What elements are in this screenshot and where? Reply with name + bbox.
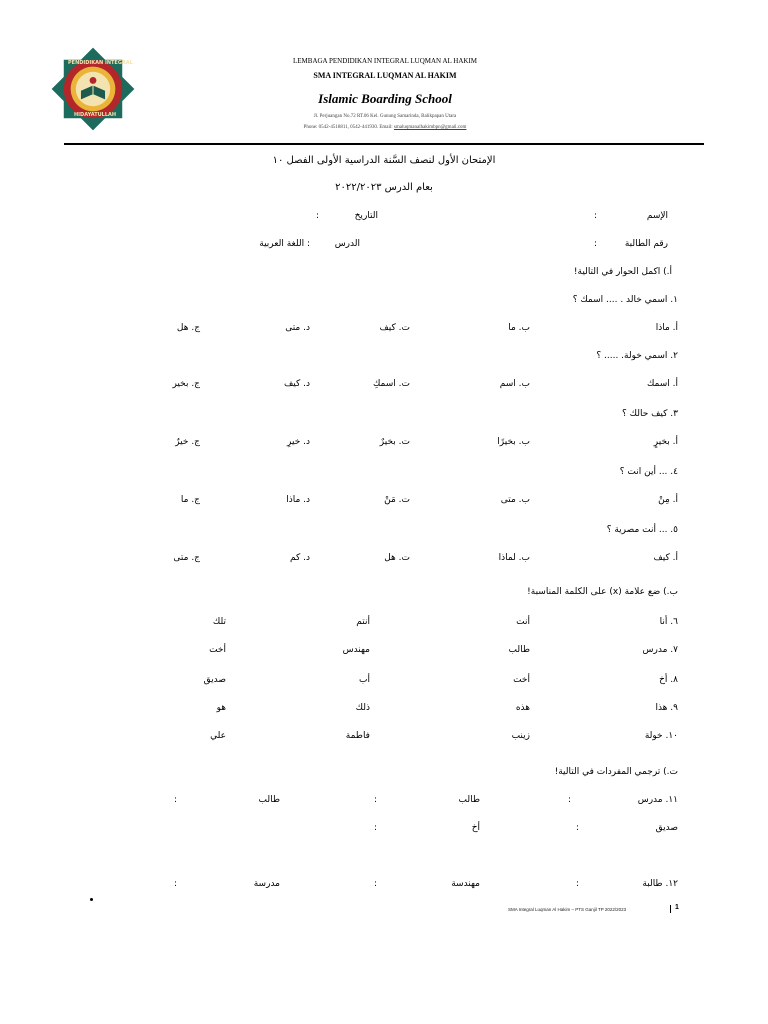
row9-choice-1[interactable]: هذه <box>515 703 530 713</box>
school-contact <box>240 125 530 130</box>
contact-phone: Phone: 0542-4518811, 0542-441930. Email: <box>303 125 393 130</box>
row7-choice-2[interactable]: مهندس <box>342 645 370 655</box>
row6-word: ٦. أنا <box>659 617 678 627</box>
q2-option-a[interactable]: أ. اسمك <box>646 379 678 389</box>
q1-option-d[interactable]: د. متى <box>285 323 310 333</box>
row12-word-3: مدرسة <box>253 879 280 889</box>
q1-option-b[interactable]: ب. ما <box>508 323 530 333</box>
footer-divider <box>670 905 671 913</box>
question-1: ١. اسمي خالد . .... اسمك ؟ <box>572 295 678 305</box>
footer-text: SMA Integral Luqman Al Hakim – PTS Ganjil TP 2022/2023 <box>508 907 627 912</box>
row10-choice-2[interactable]: فاطمة <box>345 731 370 741</box>
footer-bullet <box>90 898 93 901</box>
row9-word: ٩. هذا <box>655 703 678 713</box>
row11-word-3: طالب <box>258 795 280 805</box>
header-divider <box>64 143 704 145</box>
row6-choice-2[interactable]: أنتم <box>356 617 370 627</box>
logo-arc-top: PENDIDIKAN INTEGRAL <box>68 60 133 66</box>
question-4: ٤. ... أين انت ؟ <box>619 467 678 477</box>
q5-option-b[interactable]: ب. لماذا <box>498 553 530 563</box>
q3-option-c[interactable]: ت. بخيرٌ <box>379 437 410 447</box>
row11-word-2: طالب <box>458 795 480 805</box>
name-label: الإسم <box>646 211 668 221</box>
q1-option-e[interactable]: ج. هل <box>176 323 200 333</box>
contact-email[interactable]: smaluqmanalhakimbpn@gmail.com <box>393 125 467 130</box>
row11b-word-1: صديق <box>655 823 678 833</box>
row6-choice-1[interactable]: أنت <box>516 617 530 627</box>
row8-word: ٨. أخ <box>659 675 678 685</box>
q2-option-d[interactable]: د. كيف <box>283 379 310 389</box>
q4-option-e[interactable]: ج. ما <box>180 495 200 505</box>
row11b-colon-1[interactable]: : <box>576 823 580 833</box>
q2-option-c[interactable]: ت. اسمكِ <box>372 379 410 389</box>
q4-option-d[interactable]: د. ماذا <box>286 495 310 505</box>
question-5: ٥. ... أنت مصرية ؟ <box>606 525 678 535</box>
row8-choice-2[interactable]: أب <box>359 675 370 685</box>
school-tagline: Islamic Boarding School <box>318 91 452 106</box>
page-number: 1 <box>675 904 679 911</box>
name-colon: : <box>594 211 598 221</box>
q1-option-c[interactable]: ت. كيف <box>379 323 410 333</box>
logo-arc-bottom: HIDAYATULLAH <box>74 112 117 118</box>
section-b-heading: ب.) ضع علامة (x) على الكلمة المناسبة! <box>527 587 678 597</box>
row11b-colon-2[interactable]: : <box>374 823 378 833</box>
date-label: التاريخ <box>354 211 378 221</box>
student-number-label: رقم الطالبة <box>624 239 668 249</box>
subject-label: الدرس <box>334 239 360 249</box>
row7-word: ٧. مدرس <box>642 645 678 655</box>
row12-colon-1[interactable]: : <box>576 879 580 889</box>
q3-option-a[interactable]: أ. بخيرٍ <box>653 437 678 447</box>
q4-option-c[interactable]: ت. مَنْ <box>384 495 410 505</box>
row9-choice-2[interactable]: ذلك <box>355 703 370 713</box>
row9-choice-3[interactable]: هو <box>216 703 226 713</box>
school-address: Jl. Perjuangan No.72 RT.06 Kel. Gunung Samarinda, Balikpapan Utara <box>313 114 457 119</box>
row11-colon-2[interactable]: : <box>374 795 378 805</box>
student-number-colon: : <box>594 239 598 249</box>
q4-option-b[interactable]: ب. متى <box>500 495 530 505</box>
row7-choice-1[interactable]: طالب <box>508 645 530 655</box>
q2-option-b[interactable]: ب. اسم <box>499 379 530 389</box>
row11-colon-1[interactable]: : <box>568 795 572 805</box>
q4-option-a[interactable]: أ. مِنْ <box>658 495 678 505</box>
school-logo <box>50 46 136 132</box>
row12-colon-2[interactable]: : <box>374 879 378 889</box>
date-colon: : <box>316 211 320 221</box>
row12-colon-3[interactable]: : <box>174 879 178 889</box>
question-3: ٣. كيف حالك ؟ <box>621 409 678 419</box>
q5-option-d[interactable]: د. كم <box>289 553 310 563</box>
question-2: ٢. اسمي خولة. ..... ؟ <box>596 351 678 361</box>
row12-word-1: ١٢. طالبة <box>642 879 678 889</box>
row10-choice-1[interactable]: زينب <box>511 731 530 741</box>
section-c-heading: ت.) ترجمي المفردات في التالية! <box>554 767 678 777</box>
row8-choice-1[interactable]: أخت <box>513 675 530 685</box>
school-emblem-icon <box>50 46 136 132</box>
row10-word: ١٠. خولة <box>644 731 678 741</box>
row10-choice-3[interactable]: علي <box>210 731 226 741</box>
row7-choice-3[interactable]: أخت <box>209 645 226 655</box>
q2-option-e[interactable]: ج. بخير <box>172 379 200 389</box>
q5-option-c[interactable]: ت. هل <box>384 553 410 563</box>
exam-title: الإمتحان الأول لنصف السَّنة الدراسية الأولى الفصل ١٠ <box>272 155 496 166</box>
row11-colon-3[interactable]: : <box>174 795 178 805</box>
institution-name: LEMBAGA PENDIDIKAN INTEGRAL LUQMAN AL HAKIM <box>293 57 477 65</box>
q3-option-e[interactable]: ج. خيرٌ <box>175 437 200 447</box>
row6-choice-3[interactable]: تلك <box>212 617 226 627</box>
row12-word-2: مهندسة <box>451 879 480 889</box>
row8-choice-3[interactable]: صديق <box>203 675 226 685</box>
q1-option-a[interactable]: أ. ماذا <box>655 323 678 333</box>
row11-word-1: ١١. مدرس <box>637 795 678 805</box>
subject-value: : اللغة العربية <box>259 239 310 249</box>
q5-option-a[interactable]: أ. كيف <box>653 553 678 563</box>
section-a-heading: أ.) اكمل الحوار في التالية! <box>573 267 672 277</box>
q5-option-e[interactable]: ج. متى <box>173 553 200 563</box>
q3-option-b[interactable]: ب. بخيرًا <box>497 437 530 447</box>
exam-year: بعام الدرس ٢٠٢٢/٢٠٢٣ <box>335 182 433 193</box>
row11b-word-2: أخ <box>471 823 480 833</box>
q3-option-d[interactable]: د. خيرِ <box>287 437 310 447</box>
school-name: SMA INTEGRAL LUQMAN AL HAKIM <box>313 71 457 80</box>
